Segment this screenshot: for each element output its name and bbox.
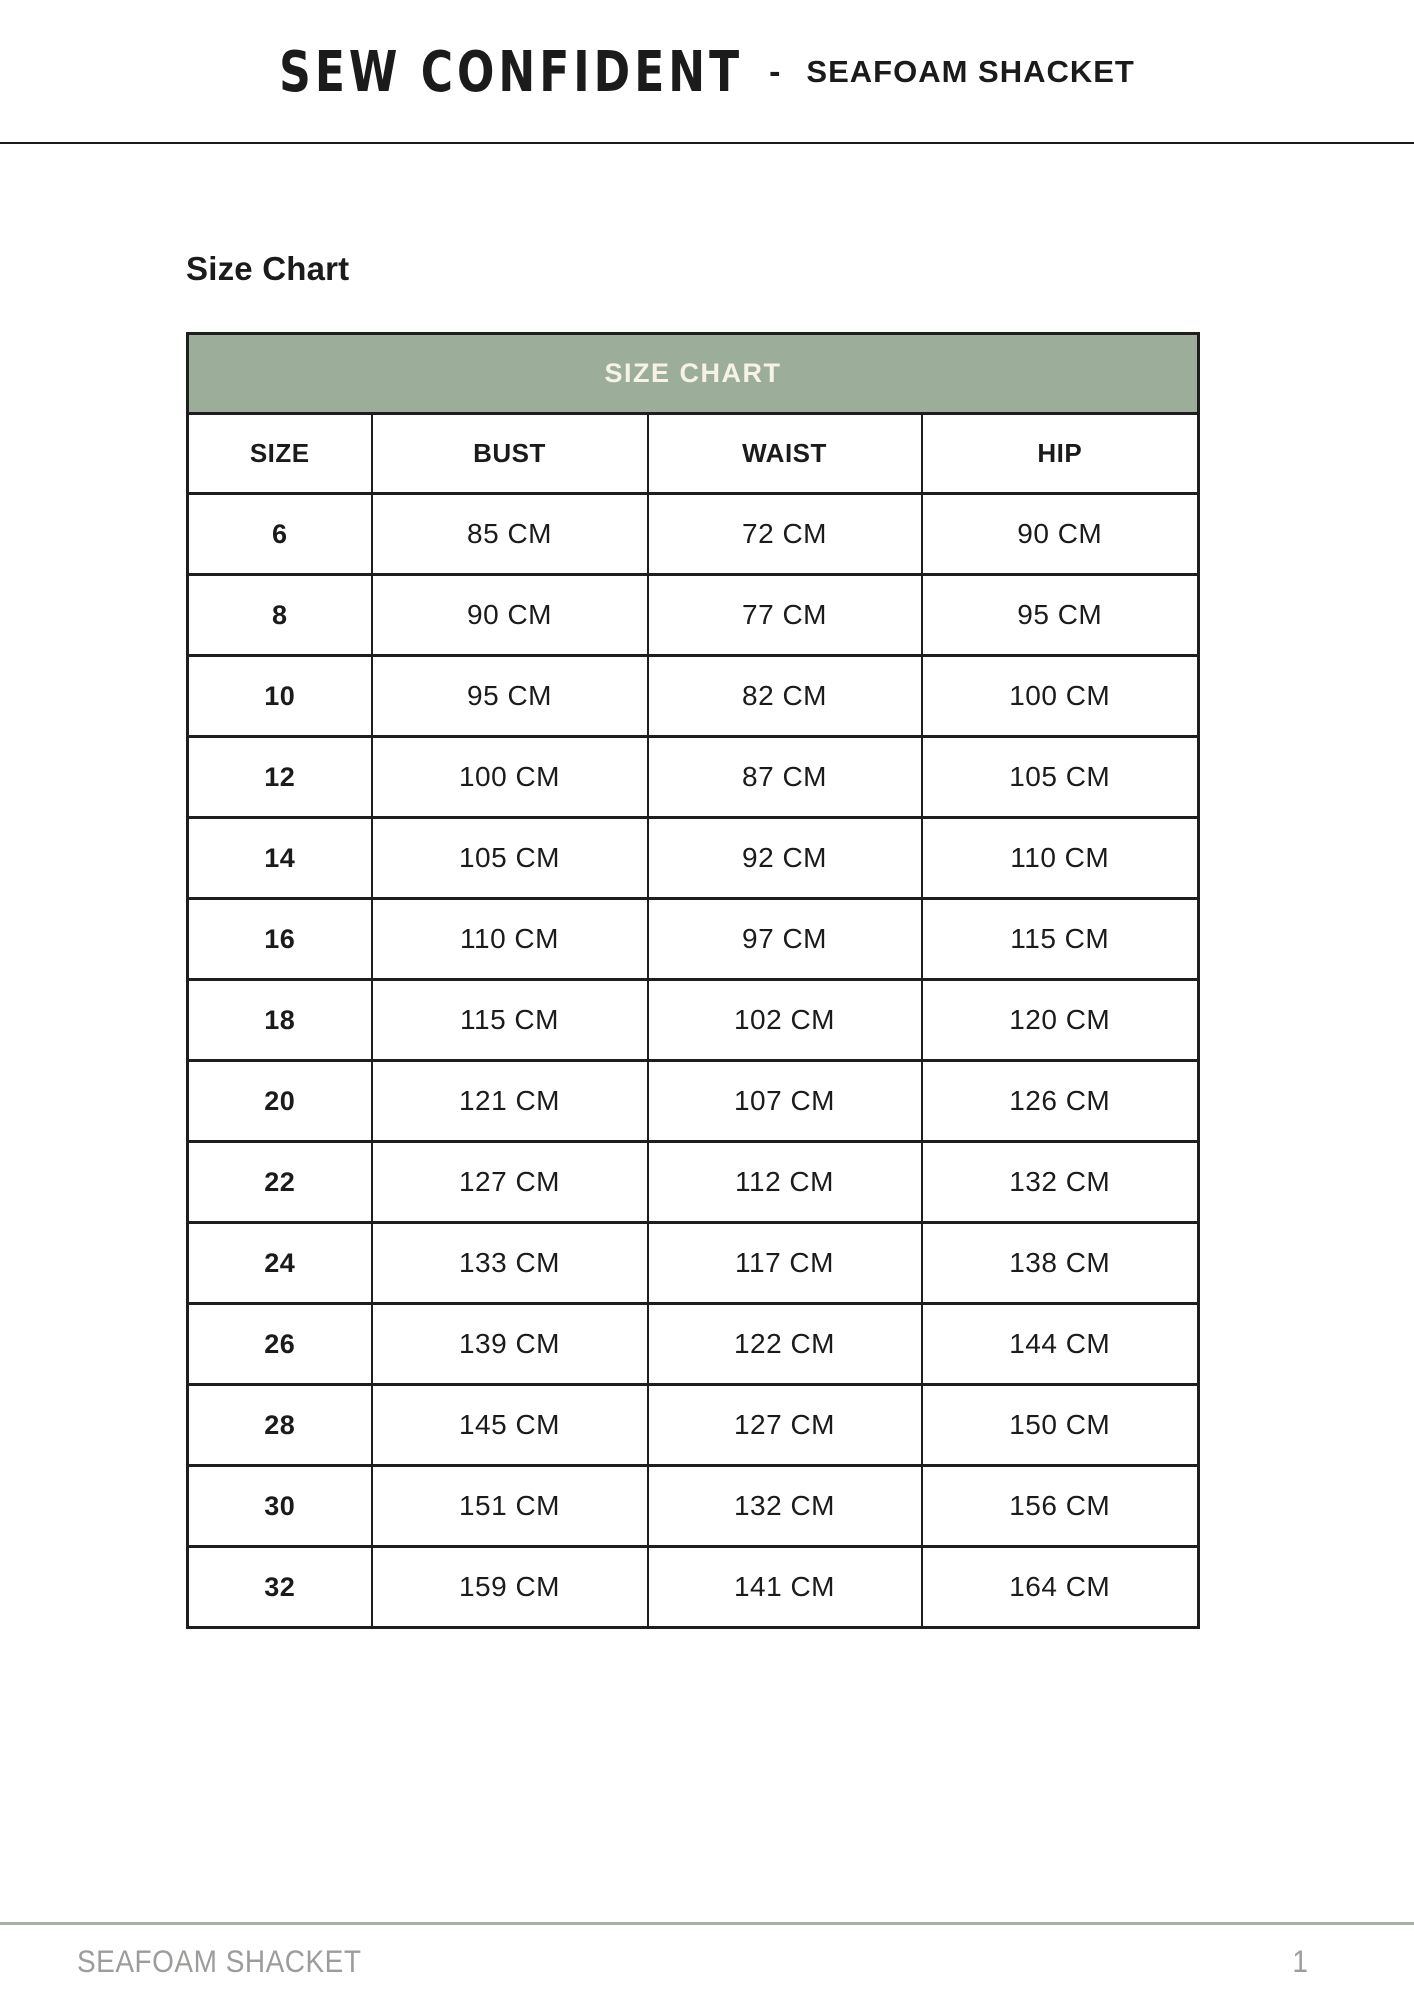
measurement-cell: 164 CM (922, 1547, 1199, 1628)
table-row (188, 575, 1199, 656)
size-cell: 6 (188, 494, 372, 575)
measurement-cell: 132 CM (922, 1142, 1199, 1223)
measurement-cell: 107 CM (648, 1061, 922, 1142)
size-cell: 16 (188, 899, 372, 980)
measurement-cell: 90 CM (372, 575, 648, 656)
measurement-cell: 121 CM (372, 1061, 648, 1142)
measurement-cell: 105 CM (922, 737, 1199, 818)
measurement-cell: 151 CM (372, 1466, 648, 1547)
measurement-cell: 110 CM (922, 818, 1199, 899)
measurement-cell: 115 CM (372, 980, 648, 1061)
size-cell: 32 (188, 1547, 372, 1628)
size-cell: 12 (188, 737, 372, 818)
measurement-cell: 159 CM (372, 1547, 648, 1628)
size-cell: 10 (188, 656, 372, 737)
table-title: SIZE CHART (188, 334, 1199, 414)
measurement-cell: 115 CM (922, 899, 1199, 980)
size-cell: 30 (188, 1466, 372, 1547)
measurement-cell: 117 CM (648, 1223, 922, 1304)
table-row (188, 1142, 1199, 1223)
column-header-size: SIZE (188, 414, 372, 494)
table-row (188, 1547, 1199, 1628)
size-chart-table (186, 332, 1200, 1629)
table-row (188, 1223, 1199, 1304)
measurement-cell: 112 CM (648, 1142, 922, 1223)
measurement-cell: 100 CM (372, 737, 648, 818)
measurement-cell: 90 CM (922, 494, 1199, 575)
measurement-cell: 85 CM (372, 494, 648, 575)
header-separator: - (769, 52, 781, 91)
table-row (188, 1304, 1199, 1385)
header-divider (0, 142, 1414, 144)
measurement-cell: 110 CM (372, 899, 648, 980)
section-heading: Size Chart (186, 250, 350, 287)
measurement-cell: 102 CM (648, 980, 922, 1061)
size-cell: 20 (188, 1061, 372, 1142)
size-cell: 18 (188, 980, 372, 1061)
measurement-cell: 139 CM (372, 1304, 648, 1385)
measurement-cell: 138 CM (922, 1223, 1199, 1304)
measurement-cell: 97 CM (648, 899, 922, 980)
measurement-cell: 127 CM (372, 1142, 648, 1223)
size-chart-container (186, 332, 1200, 1629)
table-row (188, 737, 1199, 818)
measurement-cell: 100 CM (922, 656, 1199, 737)
column-header-hip: HIP (922, 414, 1199, 494)
size-cell: 22 (188, 1142, 372, 1223)
measurement-cell: 95 CM (372, 656, 648, 737)
table-row (188, 1385, 1199, 1466)
measurement-cell: 105 CM (372, 818, 648, 899)
table-row (188, 494, 1199, 575)
measurement-cell: 95 CM (922, 575, 1199, 656)
size-cell: 24 (188, 1223, 372, 1304)
measurement-cell: 92 CM (648, 818, 922, 899)
brand-title: SEW CONFIDENT (279, 39, 744, 105)
measurement-cell: 133 CM (372, 1223, 648, 1304)
column-header-waist: WAIST (648, 414, 922, 494)
size-cell: 8 (188, 575, 372, 656)
footer-pattern-name: SEAFOAM SHACKET (77, 1944, 362, 1979)
measurement-cell: 120 CM (922, 980, 1199, 1061)
size-cell: 28 (188, 1385, 372, 1466)
table-row (188, 818, 1199, 899)
footer-page-number: 1 (1292, 1944, 1308, 1979)
size-cell: 26 (188, 1304, 372, 1385)
measurement-cell: 77 CM (648, 575, 922, 656)
column-header-bust: BUST (372, 414, 648, 494)
document-header (0, 34, 1414, 110)
measurement-cell: 122 CM (648, 1304, 922, 1385)
measurement-cell: 144 CM (922, 1304, 1199, 1385)
table-row (188, 1466, 1199, 1547)
table-column-header-row (188, 414, 1199, 494)
measurement-cell: 145 CM (372, 1385, 648, 1466)
measurement-cell: 72 CM (648, 494, 922, 575)
table-row (188, 1061, 1199, 1142)
table-title-row (188, 334, 1199, 414)
measurement-cell: 82 CM (648, 656, 922, 737)
footer-divider (0, 1922, 1414, 1925)
measurement-cell: 141 CM (648, 1547, 922, 1628)
size-cell: 14 (188, 818, 372, 899)
pattern-title: SEAFOAM SHACKET (806, 54, 1135, 89)
table-row (188, 980, 1199, 1061)
measurement-cell: 156 CM (922, 1466, 1199, 1547)
measurement-cell: 126 CM (922, 1061, 1199, 1142)
measurement-cell: 150 CM (922, 1385, 1199, 1466)
table-row (188, 899, 1199, 980)
measurement-cell: 87 CM (648, 737, 922, 818)
table-row (188, 656, 1199, 737)
measurement-cell: 132 CM (648, 1466, 922, 1547)
measurement-cell: 127 CM (648, 1385, 922, 1466)
